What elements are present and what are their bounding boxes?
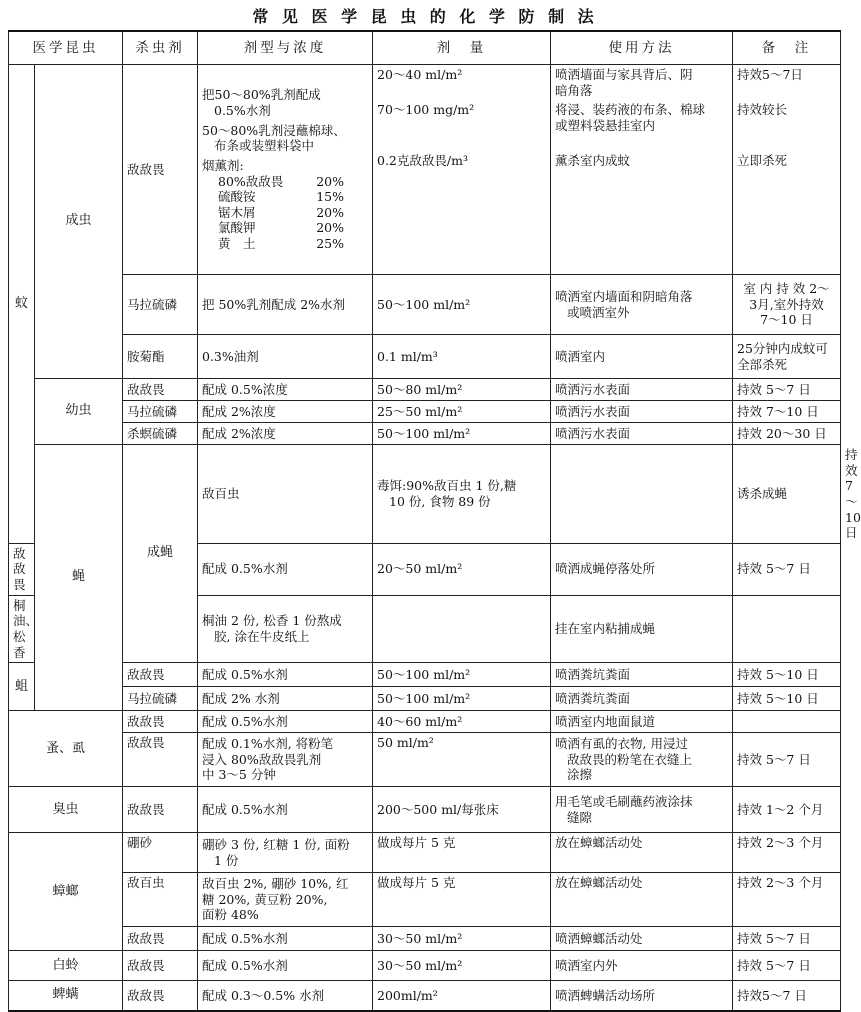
formulation-cell: 配成 0.5%水剂 [198, 711, 373, 733]
note-cell: 持效 5～7 日 [733, 379, 841, 401]
note-cell: 持效 20～30 日 [733, 423, 841, 445]
agent-cell: 胺菊酯 [123, 335, 198, 379]
agent-cell: 敌百虫 [123, 873, 198, 927]
category-sandfly: 白蛉 [9, 951, 123, 981]
category-bedbug: 臭虫 [9, 787, 123, 833]
header-dose: 剂 量 [373, 31, 551, 65]
dose-cell: 做成每片 5 克 [373, 873, 551, 927]
formulation-cell: 配成 0.1%水剂, 将粉笔 浸入 80%敌敌畏乳剂 中 3～5 分钟 [198, 733, 373, 787]
dose-cell: 20～50 ml/m² [373, 543, 551, 595]
table-row [9, 379, 841, 401]
note-cell: 持效 2～3 个月 [733, 873, 841, 927]
agent-cell: 杀螟硫磷 [123, 423, 198, 445]
table-row [9, 687, 841, 711]
agent-cell: 硼砂 [123, 833, 198, 873]
dose-cell: 20～40 ml/m² 70～100 mg/m² 0.2克敌敌畏/m³ [373, 65, 551, 275]
method-cell: 喷洒室内外 [551, 951, 733, 981]
formulation-cell: 毒饵:90%敌百虫 1 份,糖 10 份, 食物 89 份 [373, 445, 551, 544]
agent-cell: 敌敌畏 [123, 787, 198, 833]
dose-cell: 40～60 ml/m² [373, 711, 551, 733]
dose-cell: 50～100 ml/m² [373, 275, 551, 335]
formulation-cell: 配成 0.5%水剂 [198, 951, 373, 981]
method-cell: 放在蟑螂活动处 [551, 833, 733, 873]
insect-control-table [8, 30, 861, 1012]
table-row [9, 335, 841, 379]
method-cell: 诱杀成蝇 [733, 445, 841, 544]
stage-adult-fly: 成蝇 [123, 445, 198, 663]
dose-cell: 25～50 ml/m² [373, 401, 551, 423]
category-mosquito: 蚊 [9, 65, 35, 544]
method-cell: 用毛笔或毛刷蘸药液涂抹 缝隙 [551, 787, 733, 833]
formulation-cell: 把50～80%乳剂配成 0.5%水剂 50～80%乳剂浸蘸棉球、 布条或装塑料袋中 烟薰剂: 80%敌敌畏 20% 硫酸铵 15% 锯木屑 20% 氯酸钾 20% 黄 土 25% [198, 65, 373, 275]
agent-cell: 敌敌畏 [123, 951, 198, 981]
method-cell: 喷洒室内地面鼠道 [551, 711, 733, 733]
table-row [9, 927, 841, 951]
formulation-cell: 配成 2% 水剂 [198, 687, 373, 711]
table-row [9, 833, 841, 873]
stage-maggot: 蛆 [9, 663, 35, 711]
note-cell: 持效 2～3 个月 [733, 833, 841, 873]
agent-cell: 敌敌畏 [123, 927, 198, 951]
dose-cell: 50～100 ml/m² [373, 423, 551, 445]
note-cell [733, 711, 841, 733]
note-cell: 持效 5～7 日 [733, 543, 841, 595]
dose-cell: 50～80 ml/m² [373, 379, 551, 401]
table-row [9, 787, 841, 833]
agent-cell: 敌敌畏 [123, 65, 198, 275]
table-row [9, 275, 841, 335]
table-row [9, 873, 841, 927]
agent-cell: 马拉硫磷 [123, 401, 198, 423]
dose-cell [551, 445, 733, 544]
dose-cell: 50 ml/m² [373, 733, 551, 787]
stage-larva: 幼虫 [35, 379, 123, 445]
dose-cell: 0.1 ml/m³ [373, 335, 551, 379]
agent-cell: 桐油、松香 [9, 595, 35, 663]
agent-cell: 敌敌畏 [123, 663, 198, 687]
table-row [9, 663, 841, 687]
formulation-cell: 配成 0.5%浓度 [198, 379, 373, 401]
dose-cell [373, 595, 551, 663]
agent-cell: 马拉硫磷 [123, 687, 198, 711]
agent-cell: 敌敌畏 [123, 981, 198, 1011]
stage-adult: 成虫 [35, 65, 123, 379]
dose-cell: 30～50 ml/m² [373, 927, 551, 951]
formulation-cell: 配成 0.5%水剂 [198, 543, 373, 595]
formulation-cell: 配成 0.5%水剂 [198, 663, 373, 687]
note-cell: 室 内 持 效 2～ 3月,室外持效 7～10 日 [733, 275, 841, 335]
formulation-cell: 配成 0.5%水剂 [198, 927, 373, 951]
agent-cell: 敌敌畏 [123, 711, 198, 733]
header-insect: 医学昆虫 [9, 31, 123, 65]
category-fly: 蝇 [35, 445, 123, 711]
note-cell: 25分钟内成蚊可 全部杀死 [733, 335, 841, 379]
method-cell: 挂在室内粘捕成蝇 [551, 595, 733, 663]
method-cell: 喷洒粪坑粪面 [551, 687, 733, 711]
category-cockroach: 蟑螂 [9, 833, 123, 951]
method-cell: 喷洒墙面与家具背后、阴 暗角落 将浸、装药液的布条、棉球 或塑料袋悬挂室内 薰杀室内成蚊 [551, 65, 733, 275]
note-cell: 持效 5～10 日 [733, 687, 841, 711]
note-cell: 持效 5～7 日 [733, 733, 841, 787]
formulation-cell: 配成 2%浓度 [198, 423, 373, 445]
note-cell: 持效5～7 日 [733, 981, 841, 1011]
formulation-cell: 配成 2%浓度 [198, 401, 373, 423]
agent-cell: 敌敌畏 [123, 379, 198, 401]
note-cell: 持效 5～10 日 [733, 663, 841, 687]
table-row [9, 981, 841, 1011]
dose-cell: 50～100 ml/m² [373, 663, 551, 687]
method-cell: 喷洒蜱螨活动场所 [551, 981, 733, 1011]
table-row [9, 733, 841, 787]
formulation-cell: 把 50%乳剂配成 2%水剂 [198, 275, 373, 335]
agent-cell: 敌敌畏 [9, 543, 35, 595]
note-cell: 持效 1～2 个月 [733, 787, 841, 833]
table-row [9, 951, 841, 981]
header-method: 使用方法 [551, 31, 733, 65]
header-agent: 杀虫剂 [123, 31, 198, 65]
formulation-cell: 0.3%油剂 [198, 335, 373, 379]
formulation-cell: 配成 0.3～0.5% 水剂 [198, 981, 373, 1011]
note-cell: 持效 7～10 日 [733, 401, 841, 423]
dose-cell: 50～100 ml/m² [373, 687, 551, 711]
agent-cell: 敌敌畏 [123, 733, 198, 787]
dose-cell: 30～50 ml/m² [373, 951, 551, 981]
note-cell: 持效 5～7 日 [733, 951, 841, 981]
category-flea-louse: 蚤、虱 [9, 711, 123, 787]
category-tick-mite: 蜱螨 [9, 981, 123, 1011]
table-row [9, 711, 841, 733]
formulation-cell: 敌百虫 2%, 硼砂 10%, 红 糖 20%, 黄豆粉 20%, 面粉 48% [198, 873, 373, 927]
page-title: 常 见 医 学 昆 虫 的 化 学 防 制 法 [252, 7, 598, 26]
table-row [9, 65, 841, 275]
method-cell: 喷洒污水表面 [551, 401, 733, 423]
method-cell: 放在蟑螂活动处 [551, 873, 733, 927]
method-cell: 喷洒蟑螂活动处 [551, 927, 733, 951]
table-row [9, 423, 841, 445]
agent-cell: 马拉硫磷 [123, 275, 198, 335]
header-formulation: 剂型与浓度 [198, 31, 373, 65]
table-row: 蝇 成蝇 敌百虫 毒饵:90%敌百虫 1 份,糖 10 份, 食物 89 份 诱杀成蝇 持效 7～10 日 [9, 445, 841, 544]
formulation-cell: 配成 0.5%水剂 [198, 787, 373, 833]
dose-cell: 200ml/m² [373, 981, 551, 1011]
header-note: 备 注 [733, 31, 841, 65]
method-cell: 喷洒粪坑粪面 [551, 663, 733, 687]
note-cell: 持效 5～7 日 [733, 927, 841, 951]
note-cell [733, 595, 841, 663]
note-cell: 持效5～7日 持效较长 立即杀死 [733, 65, 841, 275]
method-cell: 喷洒污水表面 [551, 423, 733, 445]
method-cell: 喷洒成蝇停落处所 [551, 543, 733, 595]
formulation-cell: 桐油 2 份, 松香 1 份熬成 胶, 涂在牛皮纸上 [198, 595, 373, 663]
method-cell: 喷洒污水表面 [551, 379, 733, 401]
formulation-cell: 硼砂 3 份, 红糖 1 份, 面粉 1 份 [198, 833, 373, 873]
table-row [9, 401, 841, 423]
method-cell: 喷洒有虱的衣物, 用浸过 敌敌畏的粉笔在衣缝上 涂擦 [551, 733, 733, 787]
dose-cell: 200～500 ml/每张床 [373, 787, 551, 833]
agent-cell: 敌百虫 [198, 445, 373, 544]
method-cell: 喷洒室内墙面和阴暗角落 或喷洒室外 [551, 275, 733, 335]
method-cell: 喷洒室内 [551, 335, 733, 379]
dose-cell: 做成每片 5 克 [373, 833, 551, 873]
header-row [9, 31, 841, 65]
